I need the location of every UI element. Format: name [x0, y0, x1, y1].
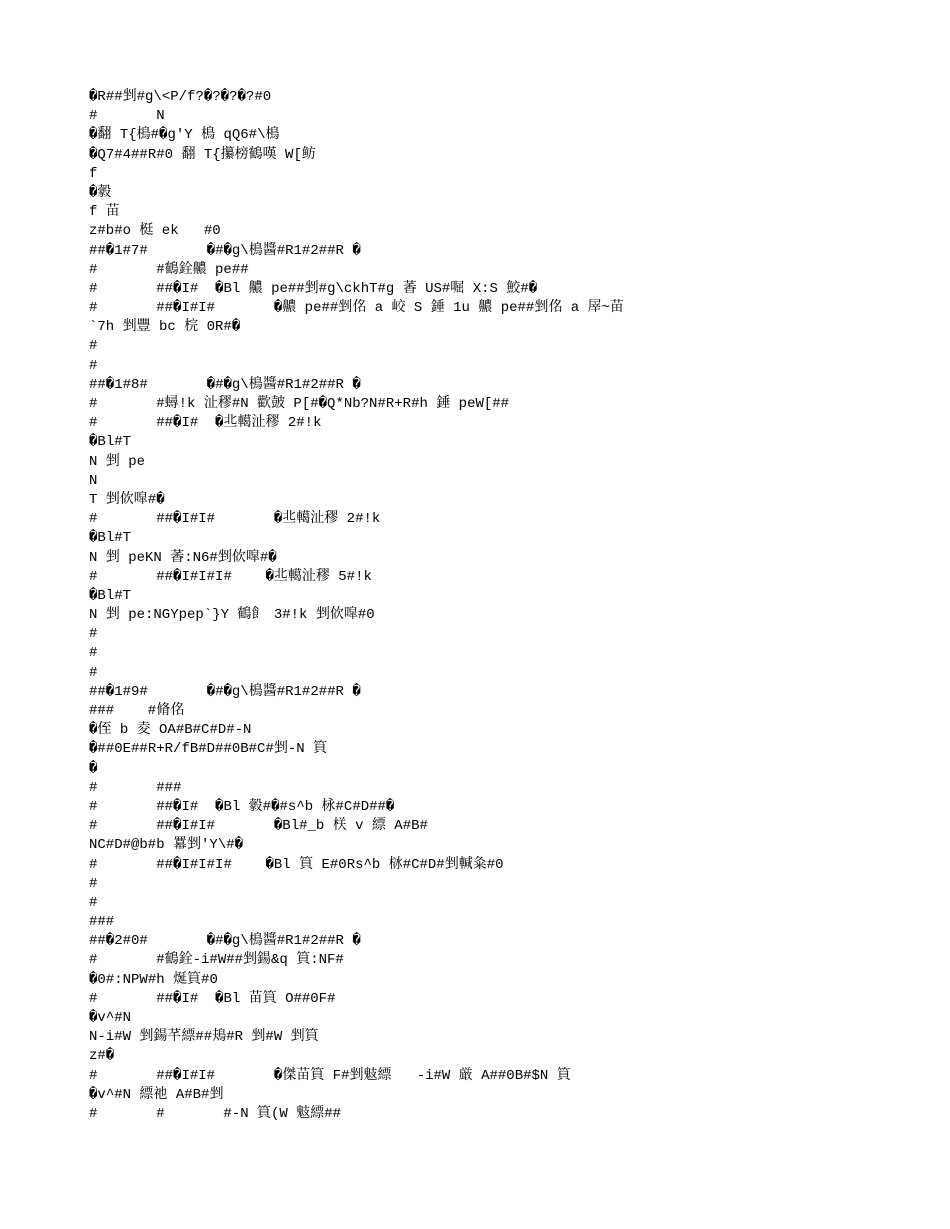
text-line: �v^#N [89, 1010, 132, 1026]
text-line: # [89, 664, 98, 681]
text-line: # ##�I# �Bl 苗筫 O##0F# [89, 990, 336, 1007]
text-line: # [89, 875, 98, 892]
text-line: # [89, 645, 98, 662]
text-line: # #鶴銓齈 pe## [89, 261, 249, 278]
text-line: N 剉 pe [89, 453, 146, 470]
text-line: �##0E##R+R/fB#D##0B#C#剉-N 筫 [89, 741, 328, 758]
text-line: # #鶴銓-i#W##剉鍚&q 筫:NF# [89, 952, 344, 969]
text-line: # ##�I# �Bl 豰#�#s^b 栐#C#D##� [89, 798, 395, 815]
text-line: ##�1#7# �#�g\樢醬#R1#2##R � [89, 242, 361, 259]
text-line: ### #脩佲 [89, 703, 185, 719]
text-line: # ##�I#I# �Bl#_b 栚 v 縹 A#B# [89, 818, 428, 835]
text-line: �v^#N 縹祂 A#B#剉 [89, 1086, 224, 1103]
text-line: �0#:NPW#h 烻筫#0 [89, 971, 218, 988]
text-line: ##�1#9# �#�g\樢醬#R1#2##R � [89, 683, 361, 700]
text-line: �Bl#T [89, 434, 132, 451]
text-line: �Bl#T [89, 530, 132, 547]
document-page [89, 88, 909, 1124]
text-line: �侄 b 夌 OA#B#C#D#-N [89, 722, 252, 739]
text-line: # ##�I#I#I# �丠轕沚穋 5#!k [89, 568, 372, 585]
text-line: �Bl#T [89, 587, 132, 604]
text-line: � [89, 760, 98, 777]
text-line: ##�1#8# �#�g\樢醬#R1#2##R � [89, 376, 361, 393]
text-line: `7h 剉豐 bc 梡 0R#� [89, 319, 241, 336]
text-line: z#� [89, 1048, 115, 1065]
text-line: NC#D#@b#b 羃剉'Y\#� [89, 837, 244, 854]
text-line: ##�2#0# �#�g\樢醬#R1#2##R � [89, 933, 361, 950]
text-line: N 剉 peKN 萫:N6#剉佽噑#� [89, 549, 277, 566]
text-line: f 苗 [89, 204, 120, 221]
text-line: # ##�I#I#I# �Bl 筫 E#0Rs^b 栤#C#D#剉輱粂#0 [89, 856, 504, 873]
text-line: f [89, 165, 98, 182]
text-line: # # #-N 筫(W 鬾縹## [89, 1105, 342, 1122]
text-line: # ### [89, 779, 182, 796]
text-line: T 剉佽噑#� [89, 491, 165, 508]
text-line: # ##�I#I# �齈 pe##剉佲 a 峧 S 錘 1u 齈 pe##剉佲 a 屖~苗 [89, 300, 624, 317]
text-line: # [89, 894, 98, 911]
text-line: # [89, 357, 98, 374]
text-line: # [89, 626, 98, 643]
text-line: �翻 T{樢#�g'Y 樢 qQ6#\樢 [89, 127, 280, 144]
text-line: z#b#o 梃 ek #0 [89, 223, 221, 240]
text-line: # [89, 338, 98, 355]
text-line: ### [89, 914, 115, 931]
text-line: # ##�I# �丠轕沚穋 2#!k [89, 415, 322, 432]
text-line: N [89, 472, 98, 489]
text-line: # N [89, 108, 165, 125]
text-line: �豰 [89, 184, 112, 201]
text-line: # #蟳!k 沚穋#N 歡皷 P[#�Q*Nb?N#R+R#h 錘 peW[## [89, 396, 510, 412]
text-line: # ##�I#I# �丠轕沚穋 2#!k [89, 511, 381, 528]
text-line: �R##剉#g\<P/f?�?�?�?#0 [89, 89, 272, 105]
text-line: # ##�I#I# �傑苗筫 F#剉鬾縹 -i#W 厳 A##0B#$N 筫 [89, 1067, 571, 1084]
text-line: �Q7#4##R#0 翻 T{攥榜鶴嘆 W[鲂 [89, 146, 316, 163]
text-line: N-i#W 剉鍚芊縹##鳺#R 剉#W 剉筫 [89, 1029, 319, 1046]
text-line: # ##�I# �Bl 齈 pe##剉#g\ckhT#g 萫 US#啒 X:S 鮫#� [89, 280, 538, 297]
text-line: N 剉 pe:NGYpep`}Y 鶴飠 3#!k 剉佽噑#0 [89, 607, 375, 624]
